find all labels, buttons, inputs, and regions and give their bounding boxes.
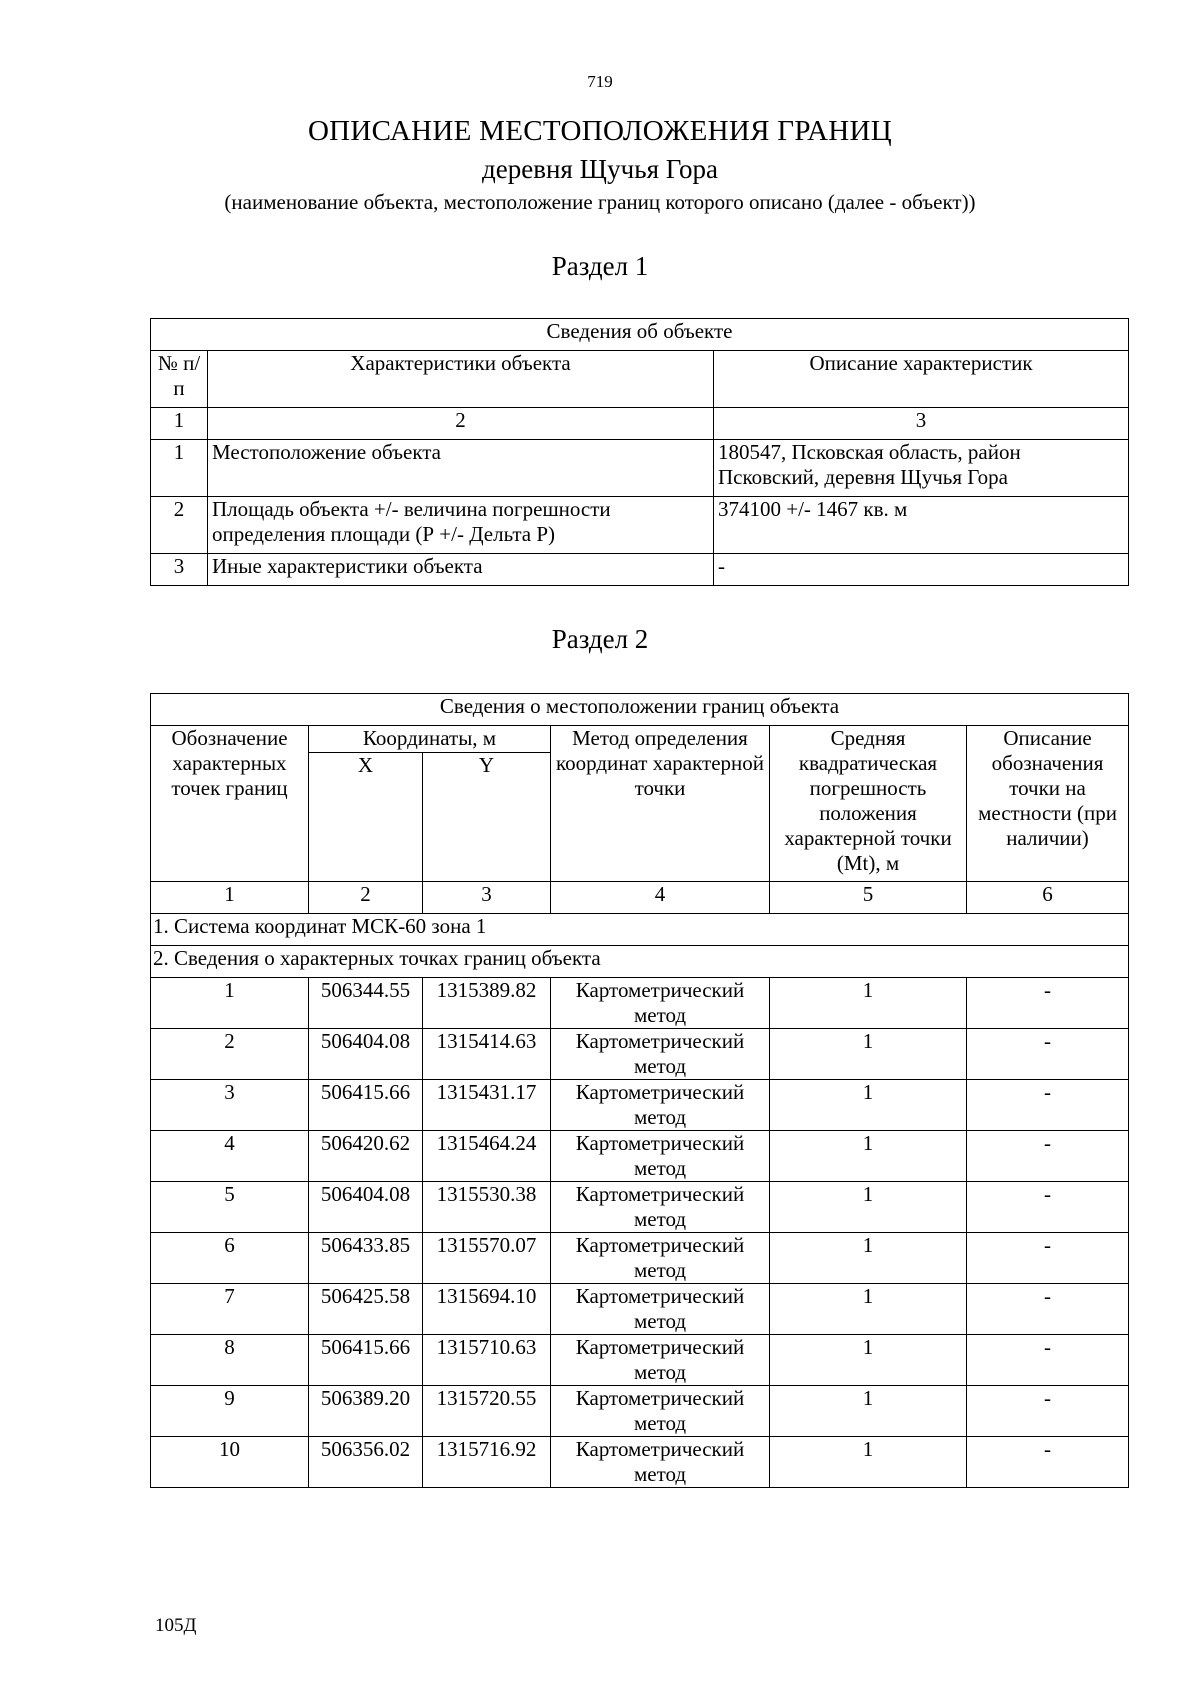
point-number: 1 [151,978,309,1029]
method: Картометрический метод [551,1080,770,1131]
header-cell-error: Средняя квадратическая погрешность положения характерной точки (Mt), м [770,726,967,882]
mean-error: 1 [770,978,967,1029]
point-number: 10 [151,1437,309,1488]
column-numbers-row [151,882,1129,914]
method: Картометрический метод [551,1437,770,1488]
point-description: - [967,1080,1129,1131]
coord-y: 1315464.24 [423,1131,551,1182]
header-row [151,726,1129,753]
coord-y: 1315414.63 [423,1029,551,1080]
method: Картометрический метод [551,1284,770,1335]
row-number: 2 [151,497,208,554]
table-row [151,978,1129,1029]
row-number: 1 [151,440,208,497]
table-row [151,554,1129,586]
point-description: - [967,1131,1129,1182]
mean-error: 1 [770,1182,967,1233]
point-description: - [967,978,1129,1029]
coordinate-system: 1. Система координат МСК-60 зона 1 [151,914,1129,946]
characteristic-name: Местоположение объекта [208,440,714,497]
coord-y: 1315710.63 [423,1335,551,1386]
coord-y: 1315570.07 [423,1233,551,1284]
object-info-table [150,318,1129,586]
header-cell-y: Y [423,752,551,881]
characteristic-value: 374100 +/- 1467 кв. м [714,497,1129,554]
page-number: 719 [587,72,613,91]
method: Картометрический метод [551,978,770,1029]
mean-error: 1 [770,1335,967,1386]
point-number: 5 [151,1182,309,1233]
mean-error: 1 [770,1437,967,1488]
column-number: 5 [770,882,967,914]
mean-error: 1 [770,1131,967,1182]
point-description: - [967,1284,1129,1335]
coord-x: 506425.58 [309,1284,423,1335]
point-description: - [967,1335,1129,1386]
method: Картометрический метод [551,1386,770,1437]
point-description: - [967,1233,1129,1284]
point-number: 3 [151,1080,309,1131]
column-number: 3 [423,882,551,914]
points-body [151,978,1129,1488]
coord-x: 506404.08 [309,1182,423,1233]
coord-x: 506415.66 [309,1080,423,1131]
section1-title: Раздел 1 [551,251,649,281]
header-cell-characteristic: Характеристики объекта [208,351,714,408]
point-number: 2 [151,1029,309,1080]
coord-y: 1315720.55 [423,1386,551,1437]
points-heading-row [151,946,1129,978]
coord-x: 506415.66 [309,1335,423,1386]
coord-x: 506356.02 [309,1437,423,1488]
coord-y: 1315431.17 [423,1080,551,1131]
table-row [151,1335,1129,1386]
mean-error: 1 [770,1386,967,1437]
coord-y: 1315389.82 [423,978,551,1029]
system-row [151,914,1129,946]
characteristic-value: 180547, Псковская область, район Псковский, деревня Щучья Гора [714,440,1129,497]
table-row [151,1386,1129,1437]
header-cell-description: Описание характеристик [714,351,1129,408]
object-name: деревня Щучья Гора [482,154,718,184]
coord-x: 506433.85 [309,1233,423,1284]
header-cell-coords: Координаты, м [309,726,551,753]
table-row [151,1080,1129,1131]
header-cell-x: X [309,752,423,881]
coord-x: 506404.08 [309,1029,423,1080]
column-number: 1 [151,408,208,440]
table-row [151,1029,1129,1080]
mean-error: 1 [770,1029,967,1080]
column-number: 2 [309,882,423,914]
row-number: 3 [151,554,208,586]
point-number: 7 [151,1284,309,1335]
table-row [151,440,1129,497]
document-title: ОПИСАНИЕ МЕСТОПОЛОЖЕНИЯ ГРАНИЦ [307,115,893,147]
method: Картометрический метод [551,1182,770,1233]
mean-error: 1 [770,1284,967,1335]
header-row [151,351,1129,408]
footer-code: 105Д [155,1615,197,1636]
header-cell-method: Метод определения координат характерной точки [551,726,770,882]
table-row [151,1233,1129,1284]
table-row [151,1284,1129,1335]
coord-x: 506420.62 [309,1131,423,1182]
object-caption: (наименование объекта, местоположение границ которого описано (далее - объект)) [224,190,976,214]
table-row [151,1437,1129,1488]
column-number: 1 [151,882,309,914]
method: Картометрический метод [551,1131,770,1182]
table-title: Сведения о местоположении границ объекта [151,694,1129,726]
coord-y: 1315694.10 [423,1284,551,1335]
column-number: 4 [551,882,770,914]
boundary-points-table [150,693,1129,1488]
mean-error: 1 [770,1080,967,1131]
point-description: - [967,1029,1129,1080]
characteristic-name: Иные характеристики объекта [208,554,714,586]
coord-y: 1315716.92 [423,1437,551,1488]
characteristic-name: Площадь объекта +/- величина погрешности определения площади (Р +/- Дельта Р) [208,497,714,554]
header-cell-point: Обозначение характерных точек границ [151,726,309,882]
point-number: 6 [151,1233,309,1284]
column-number: 6 [967,882,1129,914]
column-number: 3 [714,408,1129,440]
header-cell-number: № п/п [151,351,208,408]
method: Картометрический метод [551,1029,770,1080]
point-number: 4 [151,1131,309,1182]
method: Картометрический метод [551,1233,770,1284]
mean-error: 1 [770,1233,967,1284]
point-description: - [967,1437,1129,1488]
table-title-row [151,694,1129,726]
column-number: 2 [208,408,714,440]
column-numbers-row [151,408,1129,440]
table-title-row [151,319,1129,351]
characteristic-value: - [714,554,1129,586]
point-number: 8 [151,1335,309,1386]
table-row [151,497,1129,554]
table-row [151,1131,1129,1182]
coord-x: 506389.20 [309,1386,423,1437]
method: Картометрический метод [551,1335,770,1386]
point-description: - [967,1182,1129,1233]
point-number: 9 [151,1386,309,1437]
coord-y: 1315530.38 [423,1182,551,1233]
header-cell-description: Описание обозначения точки на местности (при наличии) [967,726,1129,882]
point-description: - [967,1386,1129,1437]
coord-x: 506344.55 [309,978,423,1029]
points-heading: 2. Сведения о характерных точках границ объекта [151,946,1129,978]
section2-title: Раздел 2 [551,624,649,654]
table-row [151,1182,1129,1233]
table-title: Сведения об объекте [151,319,1129,351]
